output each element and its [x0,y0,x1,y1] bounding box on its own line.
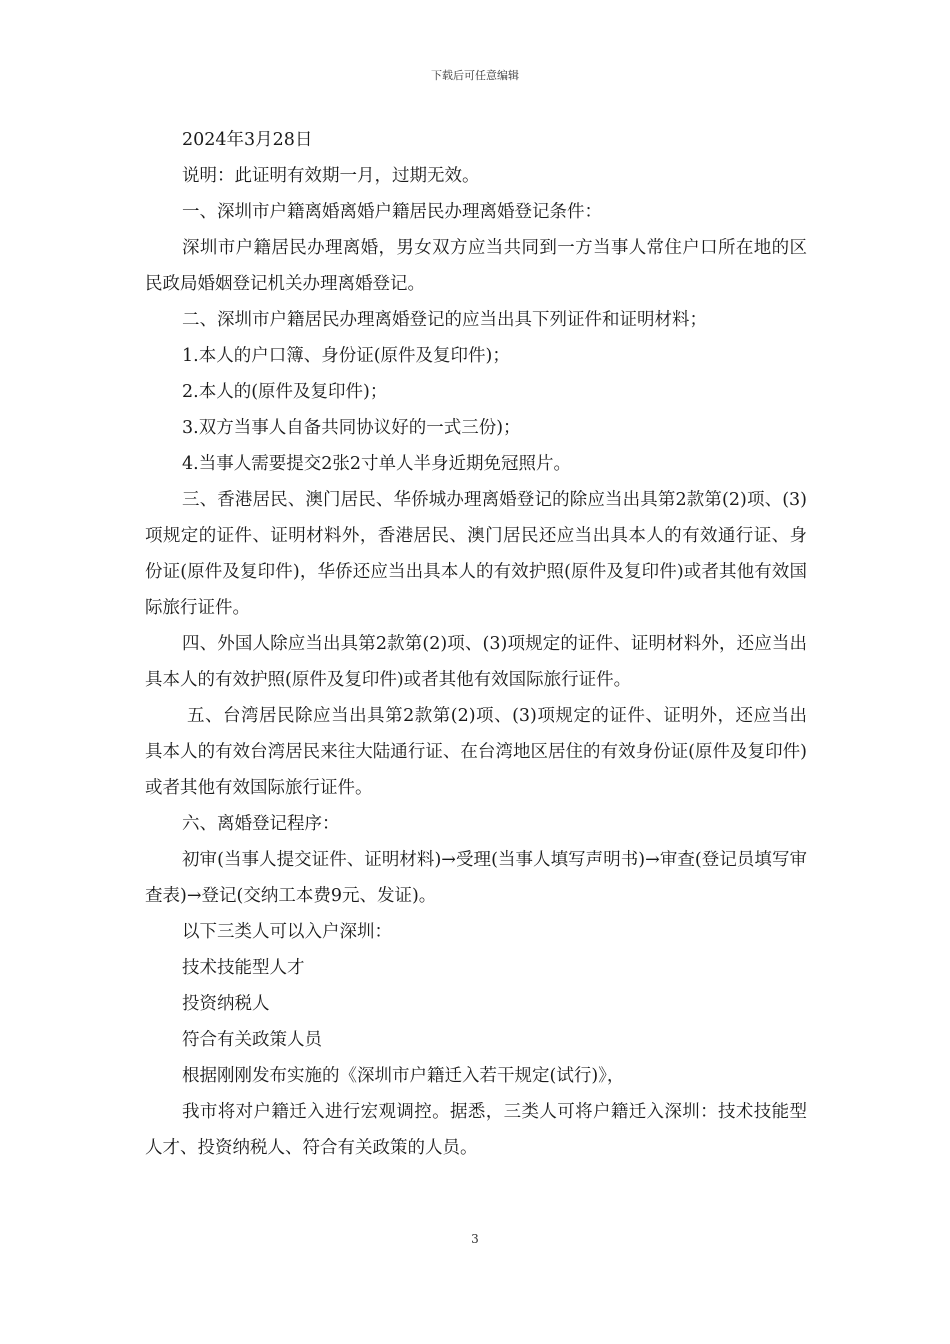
intro-three-categories: 以下三类人可以入户深圳： [182,922,392,942]
regulation-paragraph: 根据刚刚发布实施的《深圳市户籍迁入若干规定(试行)》， [182,1066,625,1086]
section-heading-2: 二、深圳市户籍居民办理离婚登记的应当出具下列证件和证明材料； [182,310,707,330]
note-paragraph: 说明：此证明有效期一月，过期无效。 [182,166,480,186]
page-header: 下载后可任意编辑 [431,69,519,82]
section-paragraph-3: 三、香港居民、澳门居民、华侨城办理离婚登记的除应当出具第2款第(2)项、(3)项规定的证件、证明材料外，香港居民、澳门居民还应当出具本人的有效通行证、身份证(原件及复印件)，华侨还应当出具本人的有效护照(原件及复印件)或者其他有效国际旅行证件。 [145,490,807,618]
paragraph-conditions: 深圳市户籍居民办理离婚，男女双方应当共同到一方当事人常住户口所在地的区民政局婚姻登记机关办理离婚登记。 [145,238,807,294]
page-number: 3 [471,1232,479,1246]
category-item-2: 投资纳税人 [182,994,270,1014]
section-heading-6: 六、离婚登记程序： [182,814,340,834]
list-item-3: 3.双方当事人自备共同协议好的一式三份)； [182,418,521,438]
section-paragraph-5: 五、台湾居民除应当出具第2款第(2)项、(3)项规定的证件、证明外，还应当出具本人的有效台湾居民来往大陆通行证、在台湾地区居住的有效身份证(原件及复印件)或者其他有效国际旅行证件。 [145,706,807,798]
document-body [145,122,807,1166]
procedure-paragraph: 初审(当事人提交证件、证明材料)→受理(当事人填写声明书)→审查(登记员填写审查表)→登记(交纳工本费9元、发证)。 [145,850,807,906]
category-item-1: 技术技能型人才 [182,958,305,978]
category-item-3: 符合有关政策人员 [182,1030,322,1050]
section-paragraph-4: 四、外国人除应当出具第2款第(2)项、(3)项规定的证件、证明材料外，还应当出具本人的有效护照(原件及复印件)或者其他有效国际旅行证件。 [145,634,807,690]
list-item-4: 4.当事人需要提交2张2寸单人半身近期免冠照片。 [182,454,571,474]
date-line: 2024年3月28日 [182,130,313,150]
list-item-2: 2.本人的(原件及复印件)； [182,382,388,402]
list-item-1: 1.本人的户口簿、身份证(原件及复印件)； [182,346,510,366]
closing-paragraph: 我市将对户籍迁入进行宏观调控。据悉，三类人可将户籍迁入深圳：技术技能型人才、投资纳税人、符合有关政策的人员。 [145,1102,807,1158]
section-heading-1: 一、深圳市户籍离婚离婚户籍居民办理离婚登记条件： [182,202,602,222]
